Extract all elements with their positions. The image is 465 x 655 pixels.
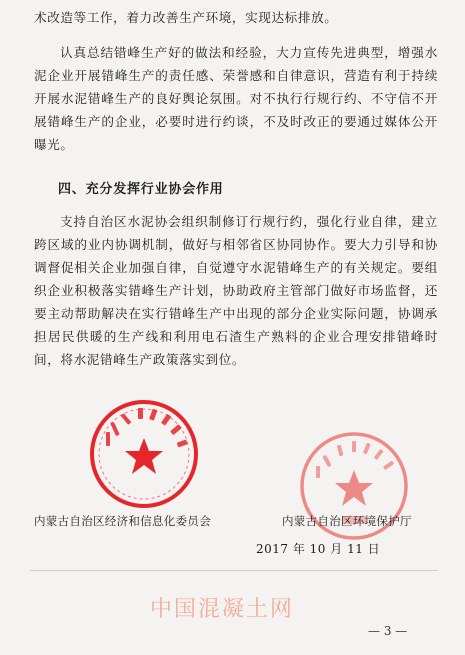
paragraph-publicity: 认真总结错峰生产好的做法和经验，大力宣传先进典型，增强水泥企业开展错峰生产的责任感、荣誉感和自律意识，营造有利于持续开展水泥错峰生产的良好舆论氛围。对不执行行规行约、不守信不开展错峰生产的企业，必要时进行约谈，不及时改正的要通过媒体公开曝光。: [34, 45, 438, 152]
section-heading: 四、充分发挥行业协会作用: [58, 182, 224, 197]
site-watermark: 中国混凝土网: [150, 597, 295, 622]
bottom-divider: [30, 570, 438, 571]
right-organization-signature: 内蒙古自治区环境保护厅: [282, 514, 412, 528]
page-number: — 3 —: [368, 624, 408, 638]
left-official-seal: [88, 398, 200, 510]
issue-date: 2017 年 10 月 11 日: [256, 542, 381, 556]
left-organization-signature: 内蒙古自治区经济和信息化委员会: [34, 514, 211, 528]
paragraph-continuation: 术改造等工作，着力改善生产环境，实现达标排放。: [34, 10, 338, 25]
paragraph-association: 支持自治区水泥协会组织制修订行规行约，强化行业自律，建立跨区域的业内协调机制，做好与相邻省区协同协作。要大力引导和协调督促相关企业加强自律，自觉遵守水泥错峰生产的有关规定。要组织企业积极落实错峰生产计划，协助政府主管部门做好市场监督，还要主动帮助解决在实行错峰生产中出现的部分企业实际问题，协调承担居民供暖的生产线和利用电石渣生产熟料的企业合理安排错峰时间，将水泥错峰生产政策落实到位。: [34, 214, 438, 367]
